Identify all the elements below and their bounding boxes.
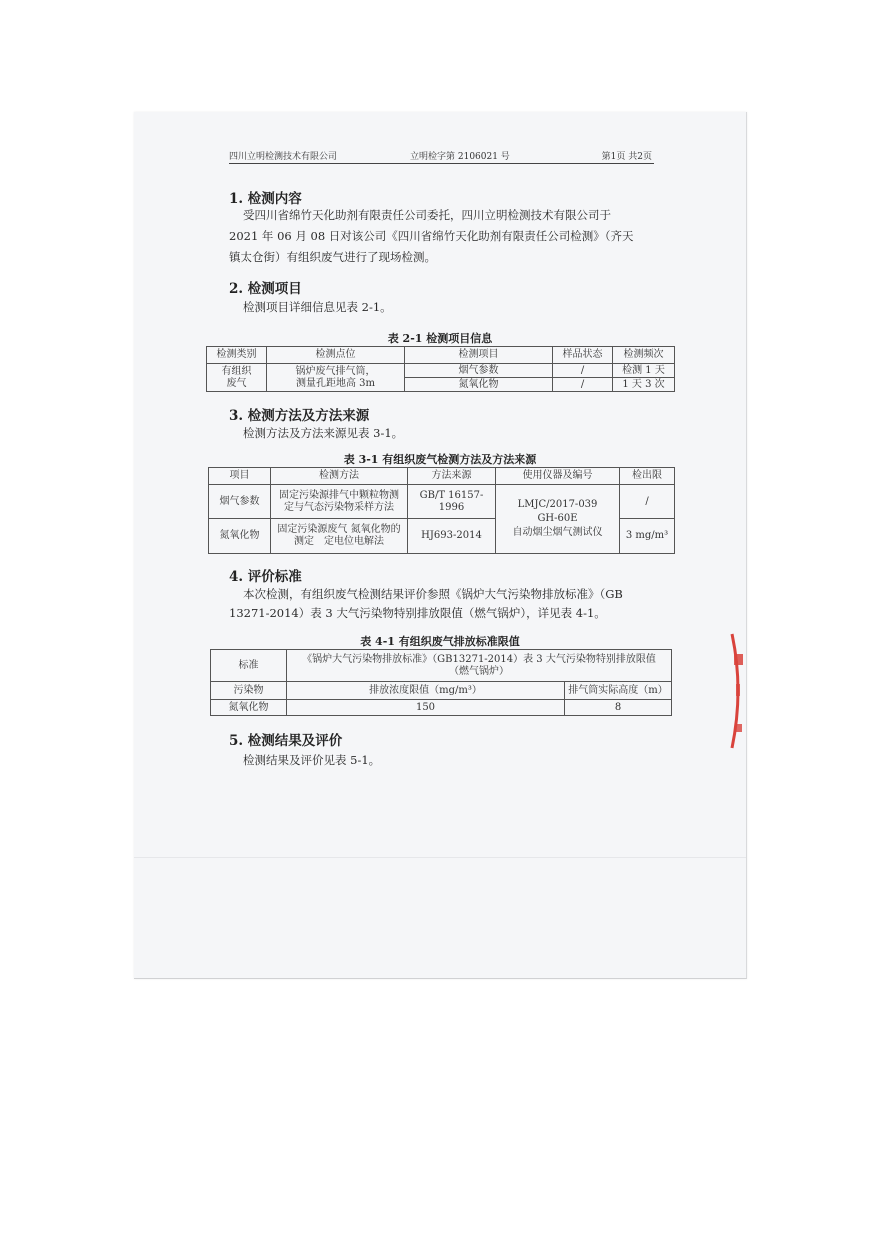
th-pollutant: 污染物 <box>211 682 287 700</box>
cell-limit: 3 mg/m³ <box>620 519 675 554</box>
header-page: 第1页 共2页 <box>601 152 652 162</box>
cell-item: 烟气参数 <box>209 485 271 519</box>
cell-item: 氮氧化物 <box>405 378 553 392</box>
th-instrument: 使用仪器及编号 <box>496 468 620 485</box>
cell-instrument: LMJC/2017-039 GH-60E 自动烟尘烟气测试仪 <box>496 485 620 554</box>
table-3-1-caption: 表 3-1 有组织废气检测方法及方法来源 <box>343 453 537 466</box>
section-1-line-3: 镇太仓街）有组织废气进行了现场检测。 <box>229 250 436 264</box>
cell-source: HJ693-2014 <box>408 519 496 554</box>
table-2-1-caption: 表 2-1 检测项目信息 <box>387 332 493 345</box>
th-limit: 排放浓度限值（mg/m³） <box>287 682 565 700</box>
section-4-line-2: 13271-2014）表 3 大气污染物特别排放限值（燃气锅炉），详见表 4-1。 <box>229 606 606 620</box>
th-height: 排气筒实际高度（m） <box>565 682 672 700</box>
cell-standard-value: 《锅炉大气污染物排放标准》（GB13271-2014）表 3 大气污染物特别排放限值 （燃气锅炉） <box>287 650 672 682</box>
th-item: 项目 <box>209 468 271 485</box>
th-state: 样品状态 <box>553 347 613 364</box>
section-3-title: 3. 检测方法及方法来源 <box>229 408 370 424</box>
cell-standard-label: 标准 <box>211 650 287 682</box>
section-2-title: 2. 检测项目 <box>229 281 302 297</box>
table-3-1 <box>208 467 675 554</box>
section-1-line-2: 2021 年 06 月 08 日对该公司《四川省绵竹天化助剂有限责任公司检测》（齐天 <box>229 229 634 243</box>
cell-limit: 150 <box>287 700 565 716</box>
th-item: 检测项目 <box>405 347 553 364</box>
cell-method: 固定污染源废气 氮氧化物的 测定 定电位电解法 <box>271 519 408 554</box>
cell-method: 固定污染源排气中颗粒物测 定与气态污染物采样方法 <box>271 485 408 519</box>
table-2-1 <box>206 346 675 392</box>
th-category: 检测类别 <box>207 347 267 364</box>
section-2-text: 检测项目详细信息见表 2-1。 <box>243 300 392 314</box>
fold-line <box>134 857 746 858</box>
th-method: 检测方法 <box>271 468 408 485</box>
scanned-page <box>134 112 747 979</box>
section-5-text: 检测结果及评价见表 5-1。 <box>243 753 381 767</box>
cell-item: 氮氧化物 <box>209 519 271 554</box>
cell-freq: 1 天 3 次 <box>613 378 675 392</box>
th-freq: 检测频次 <box>613 347 675 364</box>
section-4-line-1: 本次检测，有组织废气检测结果评价参照《锅炉大气污染物排放标准》（GB <box>243 587 623 601</box>
section-1-line-1: 受四川省绵竹天化助剂有限责任公司委托，四川立明检测技术有限公司于 <box>243 208 611 222</box>
cell-category: 有组织 废气 <box>207 364 267 392</box>
section-1-title: 1. 检测内容 <box>229 191 302 207</box>
cell-height: 8 <box>565 700 672 716</box>
cell-state: / <box>553 378 613 392</box>
th-point: 检测点位 <box>267 347 405 364</box>
header-report-no: 立明检字第 2106021 号 <box>410 152 510 162</box>
section-4-title: 4. 评价标准 <box>229 569 302 585</box>
cell-source: GB/T 16157-1996 <box>408 485 496 519</box>
section-3-text: 检测方法及方法来源见表 3-1。 <box>243 426 404 440</box>
page-header <box>229 148 654 164</box>
header-company: 四川立明检测技术有限公司 <box>229 152 338 162</box>
table-4-1-caption: 表 4-1 有组织废气排放标准限值 <box>360 635 520 648</box>
cell-limit: / <box>620 485 675 519</box>
th-source: 方法来源 <box>408 468 496 485</box>
seal-stamp-fragment <box>730 632 746 750</box>
th-limit: 检出限 <box>620 468 675 485</box>
cell-point: 锅炉废气排气筒， 测量孔距地高 3m <box>267 364 405 392</box>
section-5-title: 5. 检测结果及评价 <box>229 733 343 749</box>
cell-freq: 检测 1 天 <box>613 364 675 378</box>
table-4-1 <box>210 649 672 716</box>
cell-pollutant: 氮氧化物 <box>211 700 287 716</box>
cell-item: 烟气参数 <box>405 364 553 378</box>
cell-state: / <box>553 364 613 378</box>
